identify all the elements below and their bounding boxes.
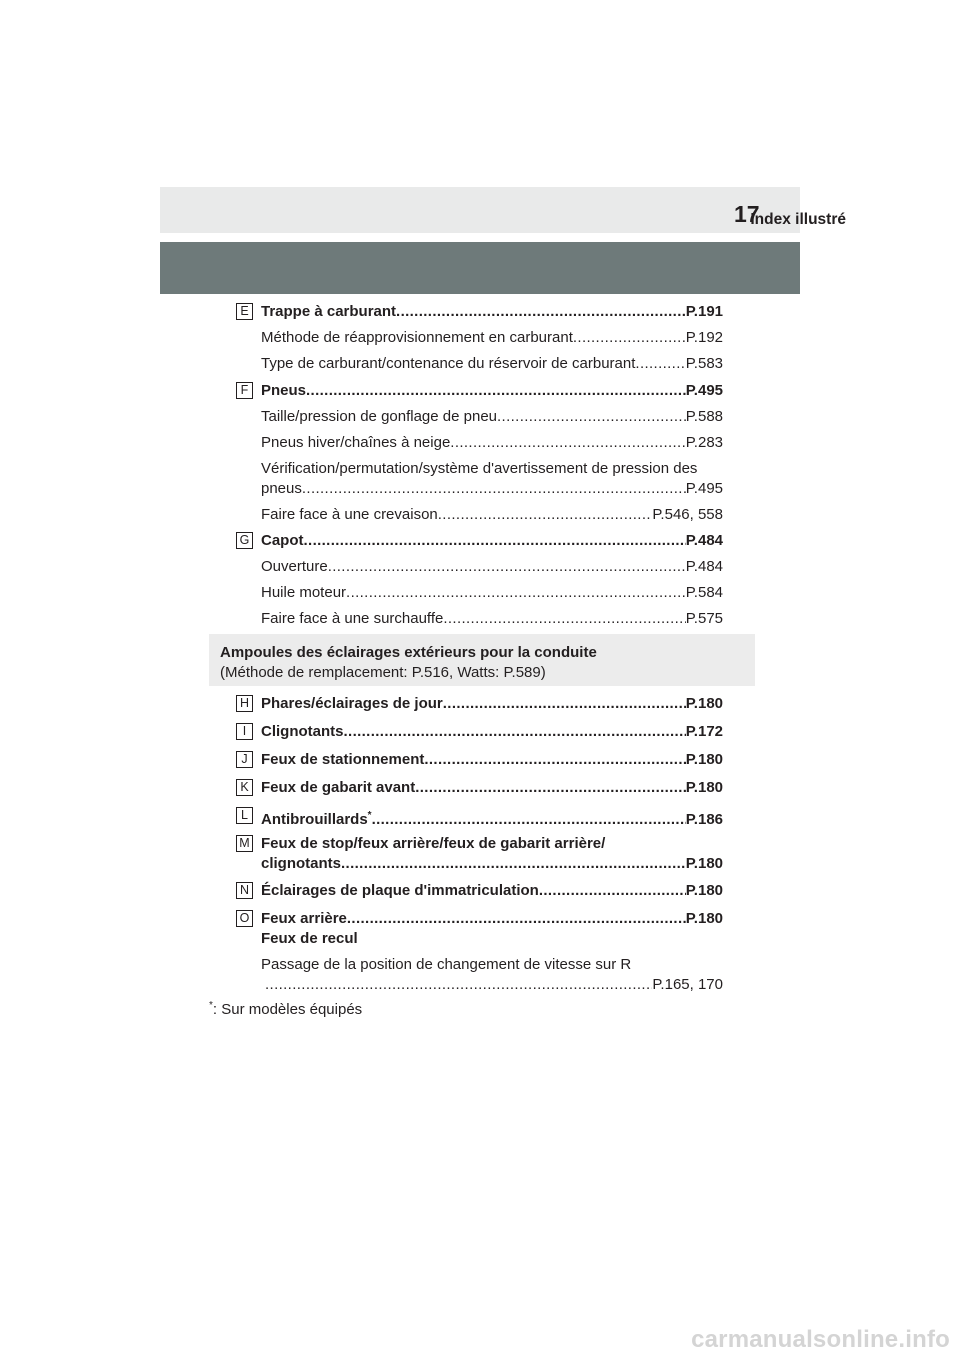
- page-ref: P.172: [685, 723, 723, 740]
- footnote-marker: *: [209, 1000, 213, 1011]
- entry-fuel-door[interactable]: [261, 302, 723, 322]
- badge-h: H: [236, 695, 253, 712]
- page-ref: P.283: [685, 434, 723, 451]
- sub-winter-tires[interactable]: [261, 433, 723, 453]
- sub-reverse-shift[interactable]: [261, 955, 723, 995]
- badge-n: N: [236, 882, 253, 899]
- entry-label: Phares/éclairages de jour: [261, 695, 443, 712]
- page-ref: P.186: [685, 811, 723, 828]
- badge-o: O: [236, 910, 253, 927]
- entry-label: Clignotants: [261, 723, 344, 740]
- badge-l: L: [236, 807, 253, 824]
- footnote: [209, 1000, 362, 1018]
- page-section-title: Index illustré: [750, 211, 846, 228]
- sub-label-line1: Vérification/permutation/système d'avertissement de pression des: [261, 460, 698, 477]
- sub-tire-pressure[interactable]: [261, 407, 723, 427]
- badge-e: E: [236, 303, 253, 320]
- sub-label: Méthode de réapprovisionnement en carburant: [261, 329, 573, 346]
- page-ref: P.495: [685, 382, 723, 399]
- header-bar: [160, 187, 800, 233]
- sub-opening[interactable]: [261, 557, 723, 577]
- sub-label: Ouverture: [261, 558, 328, 575]
- page-ref: P.192: [685, 329, 723, 346]
- badge-k: K: [236, 779, 253, 796]
- page-ref: P.546, 558: [652, 506, 723, 523]
- page-ref: P.575: [685, 610, 723, 627]
- sub-label: Huile moteur: [261, 584, 347, 601]
- page-ref: P.180: [685, 855, 723, 872]
- entry-label-line2: Feux de recul: [261, 930, 358, 947]
- page-ref: P.495: [685, 480, 723, 497]
- sub-tire-check[interactable]: [261, 459, 723, 499]
- badge-i: I: [236, 723, 253, 740]
- entry-hood[interactable]: [261, 531, 723, 551]
- footnote-text: : Sur modèles équipés: [212, 1001, 363, 1018]
- entry-label-line1: Feux de stop/feux arrière/feux de gabarit arrière/: [261, 835, 606, 852]
- sub-label: pneus: [261, 480, 302, 497]
- sub-overheating[interactable]: [261, 609, 723, 629]
- page-ref: P.191: [685, 303, 723, 320]
- sub-label: Faire face à une crevaison: [261, 506, 438, 523]
- entry-label: Éclairages de plaque d'immatriculation: [261, 882, 539, 899]
- entry-label: Feux de stationnement: [261, 751, 425, 768]
- sub-label: Pneus hiver/chaînes à neige: [261, 434, 451, 451]
- sub-refuel-method[interactable]: [261, 328, 723, 348]
- badge-g: G: [236, 532, 253, 549]
- entry-headlights[interactable]: [261, 694, 723, 714]
- entry-label: Trappe à carburant: [261, 303, 397, 320]
- sub-label: Passage de la position de changement de vitesse sur R: [261, 956, 632, 973]
- page-ref: P.484: [685, 558, 723, 575]
- entry-label: Feux de gabarit avant: [261, 779, 416, 796]
- entry-tires[interactable]: [261, 381, 723, 401]
- sub-label: Taille/pression de gonflage de pneu: [261, 408, 498, 425]
- page-ref: P.583: [685, 355, 723, 372]
- page-ref: P.180: [685, 779, 723, 796]
- entry-rear-lights[interactable]: [261, 909, 723, 949]
- entry-label: Pneus: [261, 382, 307, 399]
- entry-stop-lights[interactable]: [261, 834, 723, 874]
- page-ref: P.180: [685, 910, 723, 927]
- entry-label: Antibrouillards: [261, 811, 368, 828]
- sub-label: Faire face à une surchauffe: [261, 610, 444, 627]
- badge-f: F: [236, 382, 253, 399]
- entry-plate-lights[interactable]: [261, 881, 723, 901]
- entry-fog-lights[interactable]: [261, 806, 723, 830]
- page-ref: P.165, 170: [652, 976, 723, 993]
- page-ref: P.484: [685, 532, 723, 549]
- page-ref: P.584: [685, 584, 723, 601]
- entry-label: Capot: [261, 532, 304, 549]
- badge-m: M: [236, 835, 253, 852]
- footnote-marker: *: [367, 810, 372, 821]
- page-ref: P.180: [685, 882, 723, 899]
- entry-turn-signals[interactable]: [261, 722, 723, 742]
- illustration-band: [160, 242, 800, 294]
- page-number: 17: [734, 201, 760, 227]
- entry-label: Feux arrière: [261, 910, 347, 927]
- sub-flat-tire[interactable]: [261, 505, 723, 525]
- page-ref: P.588: [685, 408, 723, 425]
- section-title: Ampoules des éclairages extérieurs pour la conduite: [220, 644, 597, 661]
- section-subtitle: (Méthode de remplacement: P.516, Watts: P.589): [220, 664, 546, 681]
- badge-j: J: [236, 751, 253, 768]
- sub-label: Type de carburant/contenance du réservoir de carburant: [261, 355, 636, 372]
- watermark: carmanualsonline.info: [691, 1326, 950, 1353]
- entry-parking-lights[interactable]: [261, 750, 723, 770]
- entry-front-side-marker[interactable]: [261, 778, 723, 798]
- page-ref: P.180: [685, 695, 723, 712]
- page-ref: P.180: [685, 751, 723, 768]
- entry-label: clignotants: [261, 855, 342, 872]
- sub-engine-oil[interactable]: [261, 583, 723, 603]
- sub-fuel-type[interactable]: [261, 354, 723, 374]
